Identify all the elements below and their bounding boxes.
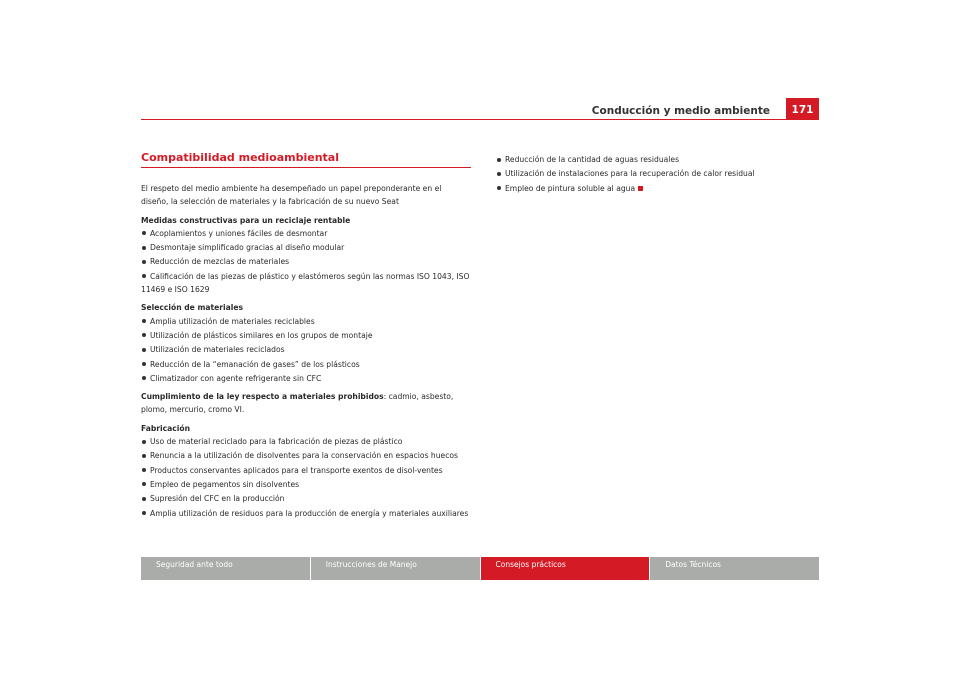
list-item: Reducción de la “emanación de gases” de los plásticos	[141, 358, 471, 371]
tab-seguridad[interactable]: Seguridad ante todo	[141, 557, 310, 580]
bullet-icon	[142, 362, 146, 366]
list-item: Reducción de mezclas de materiales	[141, 255, 471, 268]
page-number: 171	[786, 98, 819, 120]
list-item: Acoplamientos y uniones fáciles de desmontar	[141, 227, 471, 240]
end-of-section-icon	[638, 186, 643, 191]
group-heading-construction: Medidas constructivas para un reciclaje rentable	[141, 215, 351, 225]
list-item: Supresión del CFC en la producción	[141, 492, 471, 505]
list-item: Empleo de pegamentos sin disolventes	[141, 478, 471, 491]
page-header-title: Conducción y medio ambiente	[591, 105, 770, 117]
footer-nav	[141, 557, 819, 580]
bullet-icon	[142, 497, 146, 501]
section-title: Compatibilidad medioambiental	[141, 150, 471, 168]
bullet-icon	[142, 511, 146, 515]
bullet-icon	[142, 440, 146, 444]
prohibited-paragraph: Cumplimiento de la ley respecto a materiales prohibidos: cadmio, asbesto, plomo, mercurio, cromo VI.	[141, 392, 454, 415]
bullet-icon	[142, 231, 146, 235]
bullet-icon	[142, 468, 146, 472]
group-heading-fabrication: Fabricación	[141, 423, 191, 433]
bullet-icon	[142, 260, 146, 264]
list-item: Amplia utilización de residuos para la producción de energía y materiales auxiliares	[141, 507, 471, 520]
list-item: Productos conservantes aplicados para el transporte exentos de disol-ventes	[141, 464, 471, 477]
bullet-icon	[142, 274, 146, 278]
tab-consejos[interactable]: Consejos prácticos	[480, 557, 650, 580]
bullet-icon	[142, 319, 146, 323]
bullet-icon	[142, 246, 146, 250]
bullet-icon	[142, 376, 146, 380]
list-item: Uso de material reciclado para la fabricación de piezas de plástico	[141, 435, 471, 448]
bullet-icon	[497, 158, 501, 162]
bullet-icon	[142, 482, 146, 486]
group-heading-materials: Selección de materiales	[141, 303, 244, 313]
list-item: Utilización de plásticos similares en los grupos de montaje	[141, 329, 471, 342]
bullet-icon	[142, 454, 146, 458]
bullet-icon	[497, 172, 501, 176]
list-item: Calificación de las piezas de plástico y elastómeros según las normas ISO 1043, ISO 11469 e ISO 1629	[141, 271, 470, 295]
left-column	[141, 150, 471, 521]
tab-instrucciones[interactable]: Instrucciones de Manejo	[310, 557, 480, 580]
list-item: Utilización de materiales reciclados	[141, 343, 471, 356]
list-item: Renuncia a la utilización de disolventes para la conservación en espacios huecos	[141, 449, 471, 462]
header-divider	[141, 119, 819, 120]
list-item: Utilización de instalaciones para la recuperación de calor residual	[496, 167, 816, 180]
list-item: Empleo de pintura soluble al agua	[496, 182, 816, 195]
list-item: Reducción de la cantidad de aguas residuales	[496, 153, 816, 166]
list-item: Climatizador con agente refrigerante sin CFC	[141, 372, 471, 385]
tab-datos-tecnicos[interactable]: Datos Técnicos	[649, 557, 819, 580]
list-item: Amplia utilización de materiales reciclables	[141, 315, 471, 328]
bullet-icon	[497, 186, 501, 190]
bullet-icon	[142, 333, 146, 337]
list-item: Desmontaje simplificado gracias al diseño modular	[141, 241, 471, 254]
bullet-icon	[142, 348, 146, 352]
right-column	[496, 153, 816, 196]
intro-paragraph: El respeto del medio ambiente ha desempeñado un papel preponderante en el diseño, la selección de materiales y la fabricación de su nuevo Seat	[141, 184, 442, 207]
